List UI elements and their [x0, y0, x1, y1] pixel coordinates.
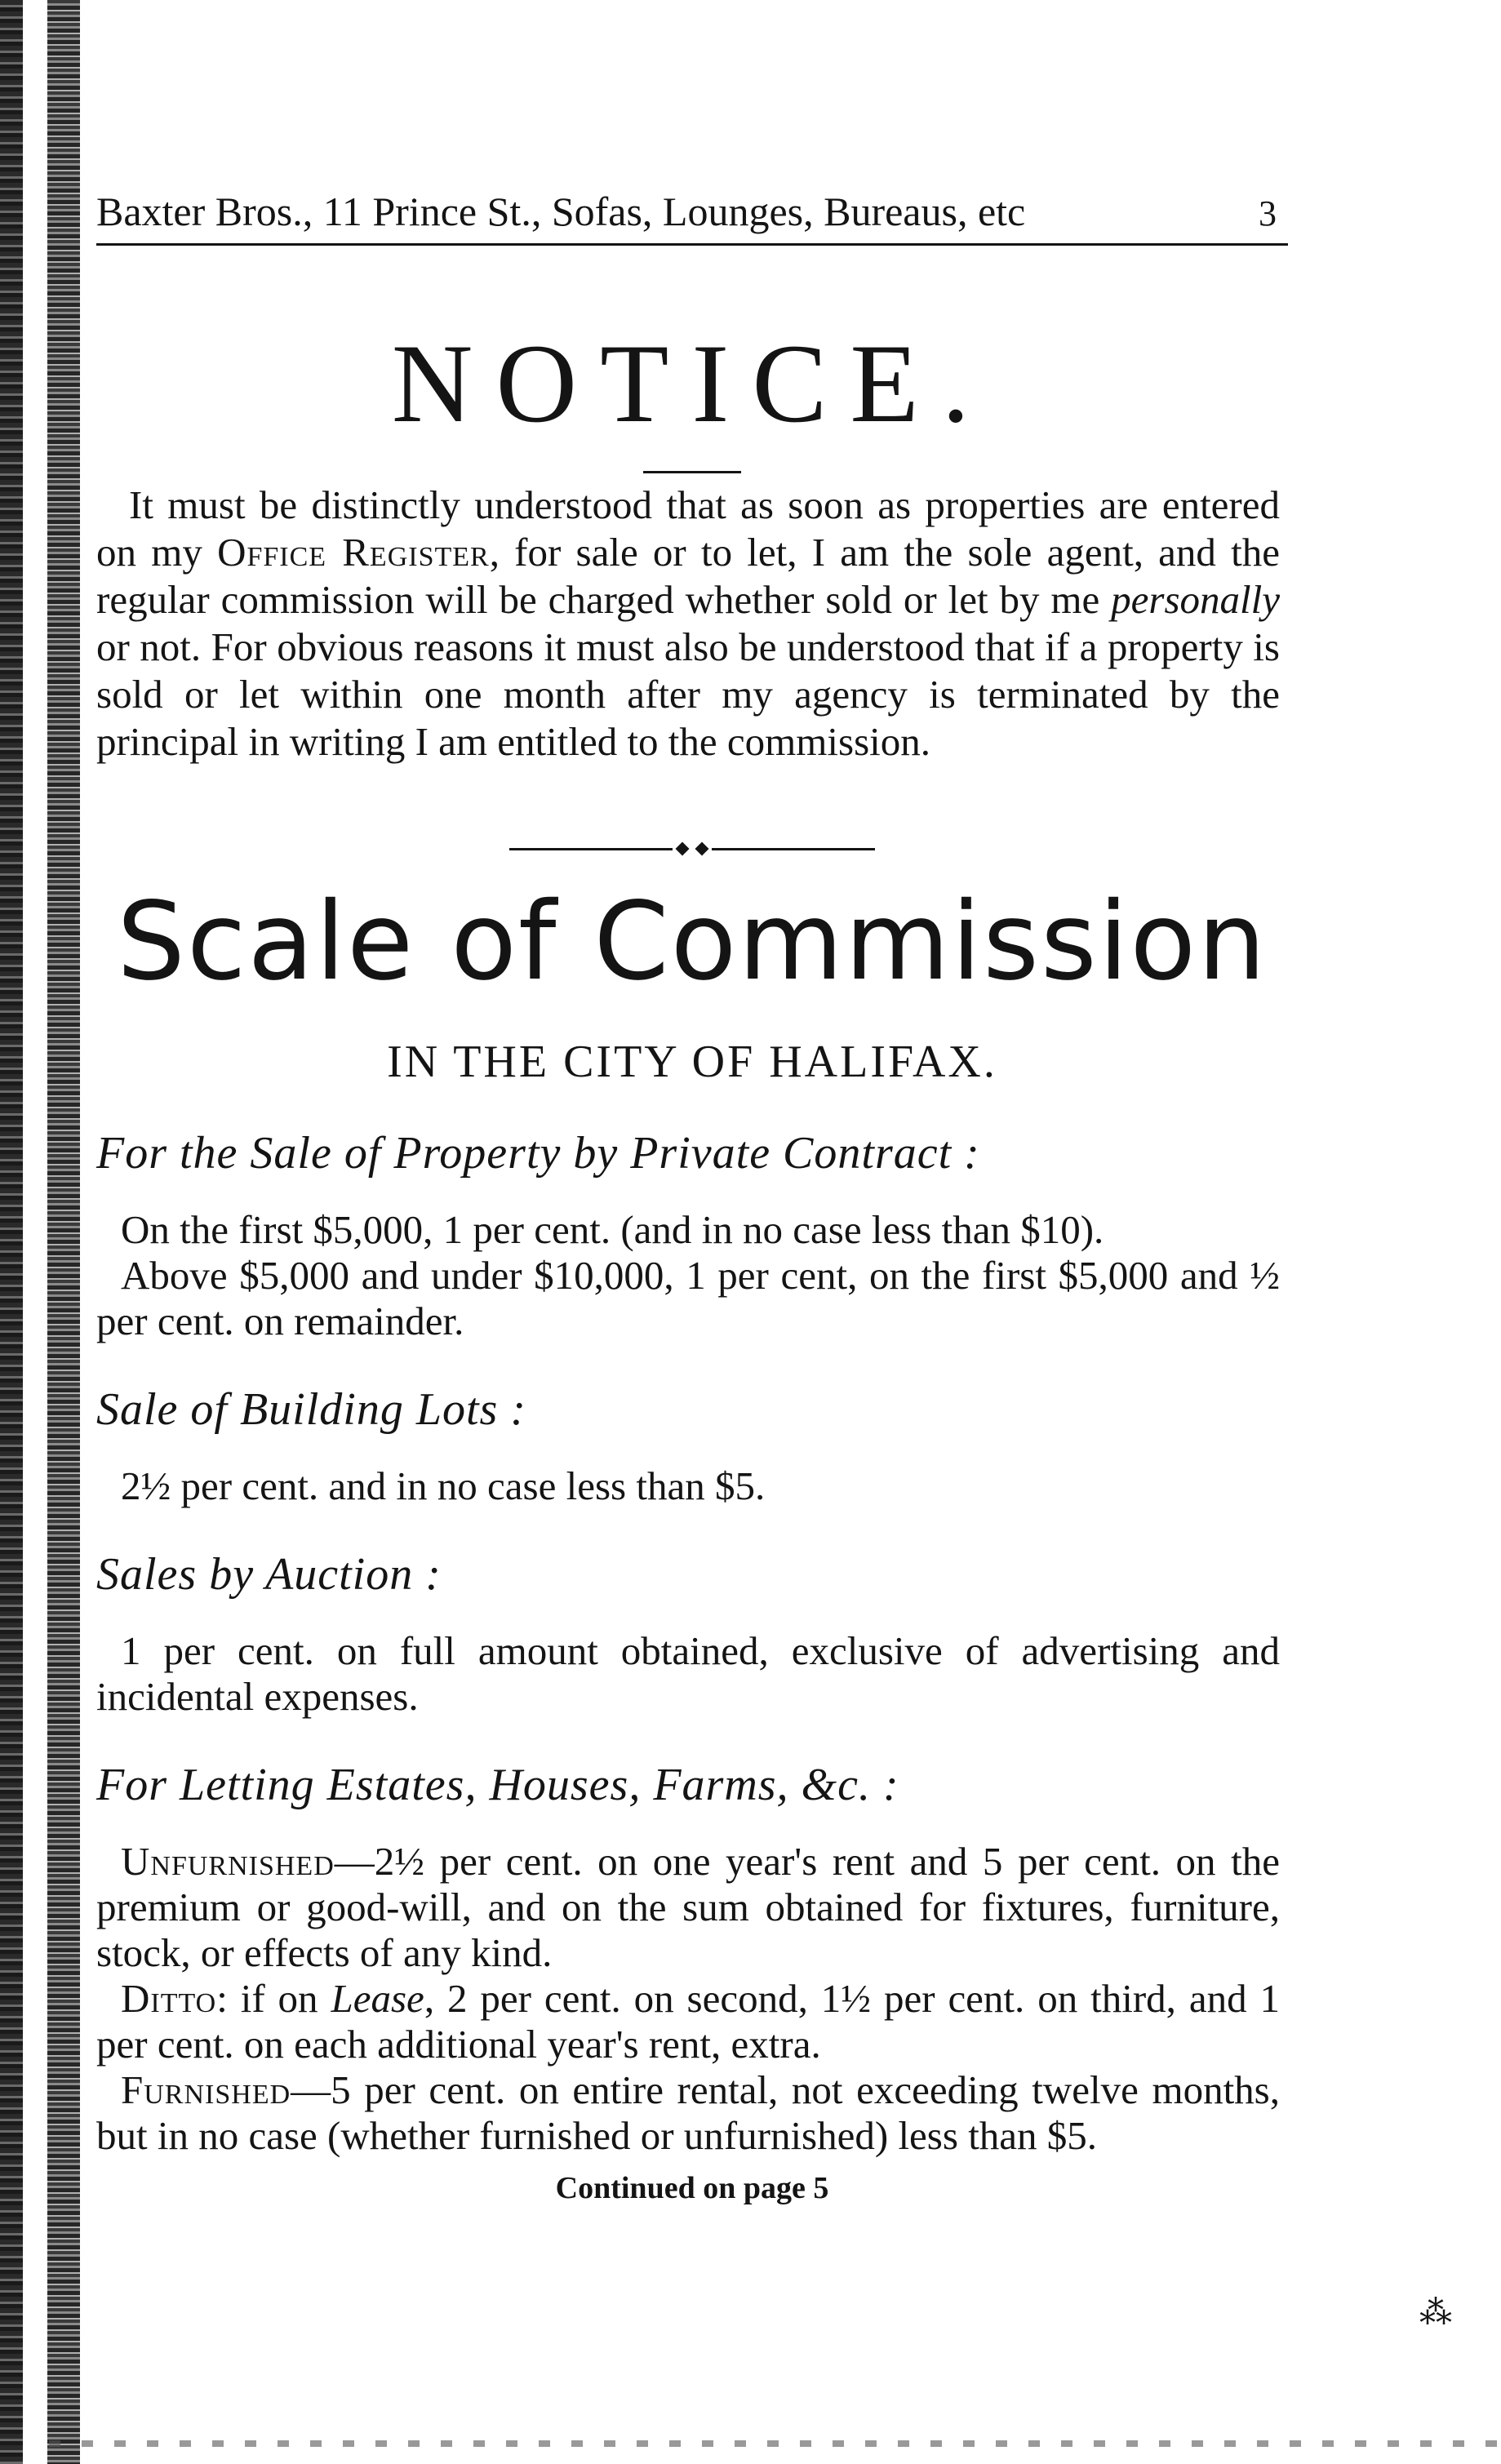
scale-title: Scale of Commission [117, 879, 1268, 1005]
private-contract-para-2: Above $5,000 and under $10,000, 1 per cent, on the first $5,000 and ½ per cent. on remainder. [96, 1253, 1280, 1344]
scale-subtitle: IN THE CITY OF HALIFAX. [387, 1037, 997, 1088]
unfurnished-para [96, 1839, 1280, 1976]
title-rule [643, 471, 741, 473]
ornament-diamond [695, 842, 709, 856]
private-contract-para-1: On the first $5,000, 1 per cent. (and in no case less than $10). [121, 1207, 1104, 1253]
running-title: Baxter Bros., 11 Prince St., Sofas, Lounges, Bureaus, etc [96, 189, 1026, 234]
ornament-diamond [676, 842, 690, 856]
office-register-text: Office Register [217, 530, 490, 575]
ditto-text-1: : if on [216, 1976, 331, 2022]
heading-building-lots: Sale of Building Lots : [96, 1384, 526, 1436]
ditto-label: Ditto [121, 1976, 217, 2022]
ornament-line-right [712, 848, 875, 850]
heading-auction: Sales by Auction : [96, 1549, 442, 1600]
personally-text: personally [1111, 577, 1280, 622]
continued-note: Continued on page 5 [555, 2171, 829, 2206]
ditto-text-2: , 2 per cent. on second, 1½ per cent. on third, and 1 per cent. on each additional year's rent, extra. [96, 1976, 1281, 2067]
notice-text-3: or not. For obvious reasons it must also be understood that if a property is sold or let within one month after my agency is terminated by the principal in writing I am entitled to the commission. [96, 624, 1280, 764]
unfurnished-label: Unfurnished [121, 1839, 335, 1885]
building-lots-para: 2½ per cent. and in no case less than $5. [121, 1463, 766, 1509]
asterism-icon: ⁂ [1419, 2294, 1452, 2331]
auction-para: 1 per cent. on full amount obtained, exclusive of advertising and incidental expenses. [96, 1628, 1280, 1720]
heading-private-contract: For the Sale of Property by Private Contract : [96, 1128, 980, 1179]
ornament-line-left [509, 848, 673, 850]
running-header [96, 188, 1288, 246]
ditto-para [96, 1976, 1280, 2067]
furnished-label: Furnished [121, 2067, 291, 2113]
lease-text: Lease [331, 1976, 424, 2022]
heading-letting: For Letting Estates, Houses, Farms, &c. : [96, 1760, 899, 1811]
section-ornament [96, 844, 1288, 854]
notice-title: NOTICE. [391, 321, 993, 446]
document-page [96, 188, 1288, 2206]
furnished-text: —5 per cent. on entire rental, not exceeding twelve months, but in no case (whether furnished or unfurnished) less than $5. [96, 2067, 1280, 2159]
page-number: 3 [1259, 193, 1277, 233]
page-gutter-shadow [47, 0, 80, 2464]
unfurnished-text: —2½ per cent. on one year's rent and 5 per cent. on the premium or good-will, and on the sum obtained for fixtures, furniture, stock, or effects of any kind. [96, 1839, 1280, 1976]
book-binding-edge [0, 0, 23, 2464]
scan-edge-noise [49, 2440, 1501, 2447]
notice-text-1: It must be distinctly understood that as soon as properties are entered on my [96, 482, 1280, 575]
furnished-para [96, 2067, 1280, 2159]
notice-paragraph [96, 482, 1280, 766]
notice-text-2: , for sale or to let, I am the sole agent, and the regular commission will be charged whether sold or let by me [96, 530, 1280, 622]
